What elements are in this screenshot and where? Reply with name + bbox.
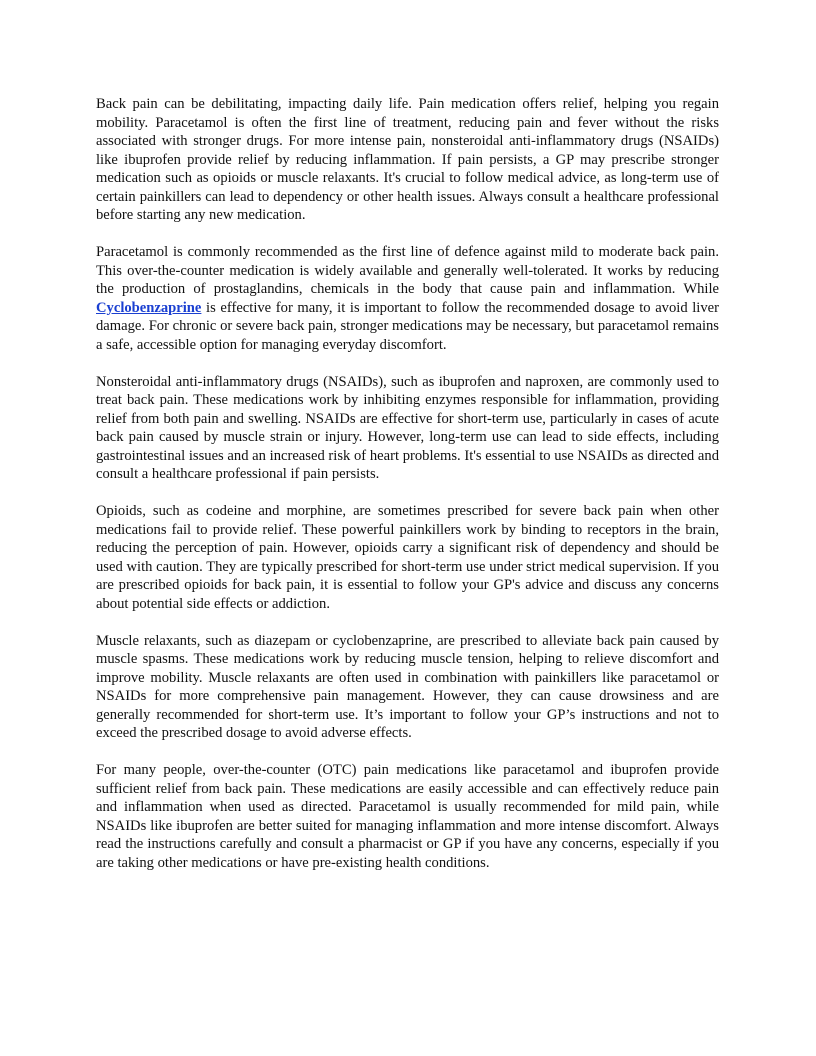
cyclobenzaprine-link[interactable]: Cyclobenzaprine — [96, 299, 202, 316]
document-body — [96, 95, 719, 891]
paragraph-nsaids: Nonsteroidal anti-inflammatory drugs (NSAIDs), such as ibuprofen and naproxen, are commonly used to treat back pain. These medications work by inhibiting enzymes responsible for inflammation, providing relief from both pain and swelling. NSAIDs are effective for short-term use, particularly in cases of acute back pain caused by muscle strain or injury. However, long-term use can lead to side effects, including gastrointestinal issues and an increased risk of heart problems. It's essential to use NSAIDs as directed and consult a healthcare professional if pain persists. — [96, 373, 719, 483]
paragraph-muscle-relaxants: Muscle relaxants, such as diazepam or cyclobenzaprine, are prescribed to alleviate back pain caused by muscle spasms. These medications work by reducing muscle tension, helping to relieve discomfort and improve mobility. Muscle relaxants are often used in combination with painkillers like paracetamol or NSAIDs for more comprehensive pain management. However, they can cause drowsiness and are generally recommended for short-term use. It’s important to follow your GP’s instructions and not to exceed the prescribed dosage to avoid adverse effects. — [96, 632, 719, 742]
paragraph-opioids: Opioids, such as codeine and morphine, are sometimes prescribed for severe back pain when other medications fail to provide relief. These powerful painkillers work by binding to receptors in the brain, reducing the perception of pain. However, opioids carry a significant risk of dependency and should be used with caution. They are typically prescribed for short-term use under strict medical supervision. If you are prescribed opioids for back pain, it is essential to follow your GP's advice and discuss any concerns about potential side effects or addiction. — [96, 503, 719, 612]
paragraph-paracetamol-text-start: Paracetamol is commonly recommended as the first line of defence against mild to moderate back pain. This over-the-counter medication is widely available and generally well-tolerated. It works by reducing the production of prostaglandins, chemicals in the body that cause pain and inflammation. While — [96, 244, 719, 298]
paragraph-paracetamol-text-end: is effective for many, it is important to follow the recommended dosage to avoid liver damage. For chronic or severe back pain, stronger medications may be necessary, but paracetamol remains a safe, accessible option for managing everyday discomfort. — [96, 299, 719, 353]
paragraph-otc-medications: For many people, over-the-counter (OTC) pain medications like paracetamol and ibuprofen provide sufficient relief from back pain. These medications are easily accessible and can effectively reduce pain and inflammation when used as directed. Paracetamol is usually recommended for mild pain, while NSAIDs like ibuprofen are better suited for managing inflammation and more intense discomfort. Always read the instructions carefully and consult a pharmacist or GP if you have any concerns, especially if you are taking other medications or have pre-existing health conditions. — [96, 762, 719, 871]
paragraph-intro: Back pain can be debilitating, impacting daily life. Pain medication offers relief, helping you regain mobility. Paracetamol is often the first line of treatment, reducing pain and fever without the risks associated with stronger drugs. For more intense pain, nonsteroidal anti-inflammatory drugs (NSAIDs) like ibuprofen provide relief by reducing inflammation. If pain persists, a GP may prescribe stronger medication such as opioids or muscle relaxants. It's crucial to follow medical advice, as long-term use of certain painkillers can lead to dependency or other health issues. Always consult a healthcare professional before starting any new medication. — [96, 96, 719, 223]
paragraph-paracetamol — [96, 243, 719, 354]
